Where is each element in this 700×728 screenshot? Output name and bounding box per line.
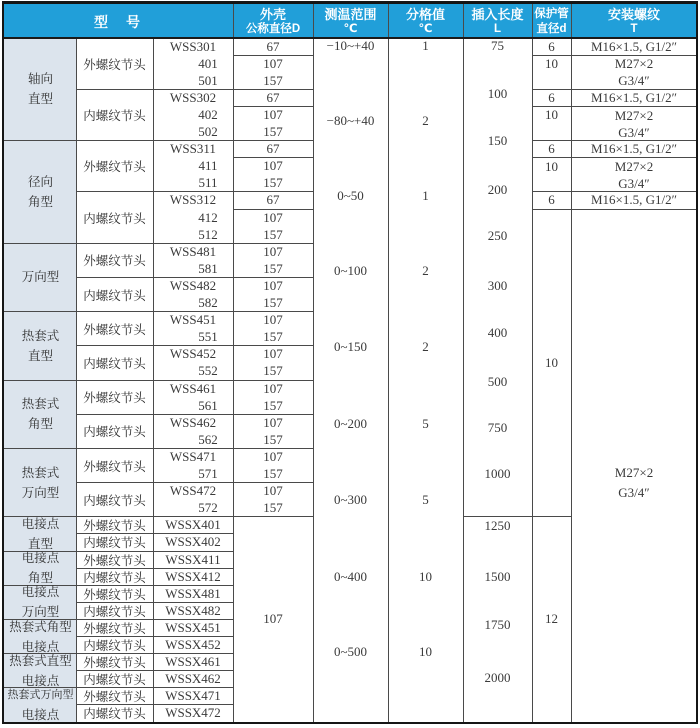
header-shell-diameter-line: 公称直径D <box>245 22 301 35</box>
division-value: 2 <box>422 263 429 278</box>
tube-diameter-cell: 6 <box>548 192 555 208</box>
model-cell: WSSX461 <box>165 654 221 670</box>
thread-cell-line: G3/4″ <box>618 73 650 89</box>
type-group-label-line: 热套式万向型 <box>7 688 74 701</box>
type-group-label <box>22 326 60 366</box>
shell-diameter-cell: 107 <box>263 312 283 328</box>
model-cell: 511 <box>198 175 218 191</box>
shell-diameter-cell: 157 <box>263 500 283 516</box>
insertion-length-value: 150 <box>487 133 508 148</box>
division-value: 1 <box>422 38 429 53</box>
header-shell-diameter-line: 外壳 <box>259 6 286 22</box>
model-cell: WSSX482 <box>165 602 221 618</box>
model-cell: WSSX481 <box>165 585 221 601</box>
model-cell: WSSX401 <box>165 517 221 533</box>
type-group-label-line: 热套式 <box>21 465 60 480</box>
model-cell: 411 <box>198 158 218 174</box>
type-group-label-line: 热套式角型 <box>9 619 72 634</box>
model-cell: WSS471 <box>169 448 217 464</box>
joint-type-cell: 内螺纹节头 <box>83 425 146 440</box>
model-cell: WSSX402 <box>165 534 221 550</box>
shell-diameter-cell: 157 <box>263 260 283 276</box>
model-cell: WSS451 <box>169 312 217 328</box>
model-cell: WSS302 <box>169 89 217 105</box>
header-mount-thread <box>608 7 660 37</box>
shell-diameter-cell: 107 <box>263 346 283 362</box>
thread-cell <box>615 107 653 141</box>
type-group-label-line: 万向型 <box>21 270 60 285</box>
thread-cell: M16×1.5, G1/2″ <box>590 192 678 208</box>
joint-type-cell: 外螺纹节头 <box>83 322 146 337</box>
division-value: 5 <box>422 416 429 431</box>
model-cell: WSS461 <box>169 380 217 396</box>
insertion-length-value: 750 <box>487 420 508 435</box>
type-group-label-line: 热套式 <box>21 328 60 343</box>
shell-diameter-cell: 67 <box>266 141 280 157</box>
tube-diameter-cell: 10 <box>545 158 558 174</box>
tube-diameter-cell: 10 <box>545 354 558 370</box>
tube-diameter-cell: 10 <box>545 107 558 123</box>
temp-range-value: 0~300 <box>333 492 368 507</box>
thread-cell: M16×1.5, G1/2″ <box>590 141 678 157</box>
thread-cell-line: M27×2 <box>614 465 654 480</box>
shell-diameter-cell: 107 <box>263 483 283 499</box>
grid-line <box>532 209 697 210</box>
model-cell: 412 <box>198 209 218 225</box>
shell-diameter-cell: 157 <box>263 175 283 191</box>
thread-cell-line: M27×2 <box>614 158 654 174</box>
joint-type-cell: 内螺纹节头 <box>83 493 146 508</box>
joint-type-cell: 内螺纹节头 <box>83 604 146 619</box>
type-group-label <box>28 69 53 109</box>
header-division <box>406 7 445 37</box>
joint-type-cell: 内螺纹节头 <box>83 570 146 585</box>
temp-range-value: 0~50 <box>337 188 364 203</box>
shell-diameter-cell: 67 <box>266 192 280 208</box>
type-group-label-line: 电接点 <box>21 673 60 688</box>
shell-diameter-cell: 107 <box>263 277 283 293</box>
model-cell: WSS482 <box>169 277 217 293</box>
thread-cell <box>615 463 653 503</box>
header-insertion-length-line: L <box>493 22 502 35</box>
grid-line <box>463 3 464 722</box>
model-cell: WSSX451 <box>165 619 221 635</box>
thread-cell <box>615 55 653 89</box>
insertion-length-value: 1500 <box>484 569 511 584</box>
model-cell: WSSX412 <box>165 568 221 584</box>
model-cell: WSSX472 <box>165 705 221 721</box>
model-cell: 502 <box>198 124 218 140</box>
model-cell: 562 <box>198 431 218 447</box>
type-group-label-line: 热套式 <box>21 397 60 412</box>
type-group-label-line: 万向型 <box>21 605 60 620</box>
model-cell: WSSX411 <box>165 551 221 567</box>
insertion-length-value: 250 <box>487 228 508 243</box>
model-cell: 402 <box>198 106 218 122</box>
shell-diameter-cell: 107 <box>263 158 283 174</box>
temp-range-value: −80~+40 <box>326 113 375 128</box>
shell-diameter-merged-cell: 107 <box>263 611 283 627</box>
type-group-label-line: 轴向 <box>27 72 54 87</box>
type-group-label <box>8 685 74 725</box>
grid-line <box>233 3 234 722</box>
joint-type-cell: 外螺纹节头 <box>83 391 146 406</box>
model-cell: 401 <box>198 55 218 71</box>
shell-diameter-cell: 67 <box>266 89 280 105</box>
header-tube-diameter-line: 直径d <box>536 22 567 35</box>
type-group-label-line: 电接点 <box>21 551 60 566</box>
joint-type-cell: 外螺纹节头 <box>83 553 146 568</box>
joint-type-cell: 内螺纹节头 <box>83 536 146 551</box>
thread-cell-line: G3/4″ <box>618 175 650 191</box>
shell-diameter-cell: 157 <box>263 226 283 242</box>
model-cell: 561 <box>198 397 218 413</box>
model-cell: 552 <box>198 363 218 379</box>
insertion-length-value: 2000 <box>484 670 511 685</box>
header-model: 型 号 <box>94 13 142 30</box>
thread-cell: M16×1.5, G1/2″ <box>590 89 678 105</box>
insertion-length-value: 1000 <box>484 466 511 481</box>
type-group-label-line: 角型 <box>27 194 54 209</box>
joint-type-cell: 外螺纹节头 <box>83 160 146 175</box>
division-value: 2 <box>422 113 429 128</box>
type-group-label-line: 角型 <box>27 417 54 432</box>
insertion-length-value: 100 <box>487 86 508 101</box>
header-mount-thread-line: T <box>630 22 638 35</box>
temp-range-value: 0~100 <box>333 263 368 278</box>
type-group-label-line: 电接点 <box>21 516 60 531</box>
model-cell: 571 <box>198 466 218 482</box>
model-cell: WSS311 <box>170 141 216 157</box>
joint-type-cell: 外螺纹节头 <box>83 459 146 474</box>
grid-line <box>532 3 533 722</box>
division-value: 5 <box>422 492 429 507</box>
type-group-label <box>22 463 60 503</box>
insertion-length-value: 300 <box>487 278 508 293</box>
shell-diameter-cell: 107 <box>263 380 283 396</box>
temp-range-value: 0~200 <box>333 416 368 431</box>
shell-diameter-cell: 107 <box>263 209 283 225</box>
type-group-label-line: 角型 <box>27 571 54 586</box>
shell-diameter-cell: 107 <box>263 243 283 259</box>
header-tube-diameter-line: 保护管 <box>534 7 569 20</box>
type-group-label-line: 电接点 <box>21 639 60 654</box>
model-cell: WSS472 <box>169 483 217 499</box>
tube-diameter-cell: 6 <box>548 141 555 157</box>
thread-cell <box>615 158 653 192</box>
thread-cell-line: G3/4″ <box>618 124 650 140</box>
header-temp-range-line: 测温范围 <box>324 6 377 22</box>
thread-cell-line: M27×2 <box>614 107 654 123</box>
model-cell: 582 <box>198 295 218 311</box>
tube-diameter-cell: 6 <box>548 38 555 54</box>
shell-diameter-cell: 157 <box>263 363 283 379</box>
model-cell: WSS301 <box>169 38 217 54</box>
shell-diameter-cell: 157 <box>263 124 283 140</box>
type-group-label <box>22 267 60 287</box>
header-insertion-length-line: 插入长度 <box>471 6 524 22</box>
joint-type-cell: 内螺纹节头 <box>83 211 146 226</box>
insertion-length-value: 200 <box>487 182 508 197</box>
joint-type-cell: 内螺纹节头 <box>83 639 146 654</box>
type-group-label-line: 万向型 <box>21 485 60 500</box>
shell-diameter-cell: 107 <box>263 106 283 122</box>
header-division-line: ℃ <box>418 22 433 35</box>
type-group-label-line: 径向 <box>27 174 54 189</box>
model-cell: 572 <box>198 500 218 516</box>
insertion-length-value: 400 <box>487 325 508 340</box>
shell-diameter-cell: 67 <box>266 38 280 54</box>
temp-range-value: −10~+40 <box>326 38 375 53</box>
joint-type-cell: 外螺纹节头 <box>83 690 146 705</box>
model-cell: WSS312 <box>169 192 217 208</box>
model-cell: WSSX452 <box>165 637 221 653</box>
joint-type-cell: 内螺纹节头 <box>83 673 146 688</box>
tube-diameter-cell: 6 <box>548 89 555 105</box>
model-cell: 501 <box>198 72 218 88</box>
header-temp-range <box>324 7 376 37</box>
insertion-length-value: 75 <box>491 38 504 53</box>
type-group-label-line: 直型 <box>27 92 54 107</box>
joint-type-cell: 内螺纹节头 <box>83 707 146 722</box>
type-group-label <box>22 394 60 434</box>
model-cell: WSS452 <box>169 346 217 362</box>
joint-type-cell: 外螺纹节头 <box>83 57 146 72</box>
thread-cell: M16×1.5, G1/2″ <box>590 38 678 54</box>
type-group-label-line: 电接点 <box>21 585 60 600</box>
model-cell: WSS481 <box>169 243 217 259</box>
header-temp-range-line: ℃ <box>343 22 358 35</box>
tube-diameter-cell: 12 <box>545 611 558 627</box>
header-tube-diameter <box>534 7 569 37</box>
shell-diameter-cell: 107 <box>263 55 283 71</box>
shell-diameter-cell: 157 <box>263 431 283 447</box>
shell-diameter-cell: 157 <box>263 72 283 88</box>
thread-cell-line: G3/4″ <box>618 485 650 500</box>
temp-range-value: 0~400 <box>333 569 368 584</box>
header-insertion-length <box>471 7 523 37</box>
header-mount-thread-line: 安装螺纹 <box>607 6 661 22</box>
division-value: 1 <box>422 188 429 203</box>
joint-type-cell: 外螺纹节头 <box>83 656 146 671</box>
joint-type-cell: 外螺纹节头 <box>83 254 146 269</box>
model-cell: 551 <box>198 329 218 345</box>
shell-diameter-cell: 107 <box>263 448 283 464</box>
temp-range-value: 0~150 <box>333 339 368 354</box>
insertion-length-value: 500 <box>487 374 508 389</box>
model-cell: 581 <box>198 260 218 276</box>
thread-cell-line: M27×2 <box>614 56 654 72</box>
grid-line <box>313 3 314 722</box>
joint-type-cell: 外螺纹节头 <box>83 621 146 636</box>
division-value: 10 <box>419 644 432 659</box>
type-group-label-line: 热套式直型 <box>9 653 72 668</box>
shell-diameter-cell: 157 <box>263 295 283 311</box>
type-group-label-line: 直型 <box>27 536 54 551</box>
joint-type-cell: 外螺纹节头 <box>83 519 146 534</box>
grid-line <box>571 3 572 722</box>
model-cell: WSS462 <box>169 414 217 430</box>
header-shell-diameter <box>246 7 300 37</box>
insertion-length-value: 1750 <box>484 617 511 632</box>
joint-type-cell: 内螺纹节头 <box>83 108 146 123</box>
shell-diameter-cell: 157 <box>263 466 283 482</box>
model-cell: 512 <box>198 226 218 242</box>
division-value: 2 <box>422 339 429 354</box>
model-cell: WSSX471 <box>165 688 221 704</box>
type-group-label-line: 电接点 <box>21 707 60 722</box>
grid-line <box>388 3 389 722</box>
temp-range-value: 0~500 <box>333 644 368 659</box>
joint-type-cell: 内螺纹节头 <box>83 356 146 371</box>
shell-diameter-cell: 107 <box>263 414 283 430</box>
joint-type-cell: 内螺纹节头 <box>83 288 146 303</box>
type-group-label <box>28 172 53 212</box>
header-division-line: 分格值 <box>405 6 446 22</box>
model-cell: WSSX462 <box>165 671 221 687</box>
type-group-label-line: 直型 <box>27 348 54 363</box>
insertion-length-value: 1250 <box>484 518 511 533</box>
joint-type-cell: 外螺纹节头 <box>83 587 146 602</box>
grid-line <box>463 516 571 517</box>
division-value: 10 <box>419 569 432 584</box>
shell-diameter-cell: 157 <box>263 329 283 345</box>
tube-diameter-cell: 10 <box>545 56 558 72</box>
shell-diameter-cell: 157 <box>263 397 283 413</box>
